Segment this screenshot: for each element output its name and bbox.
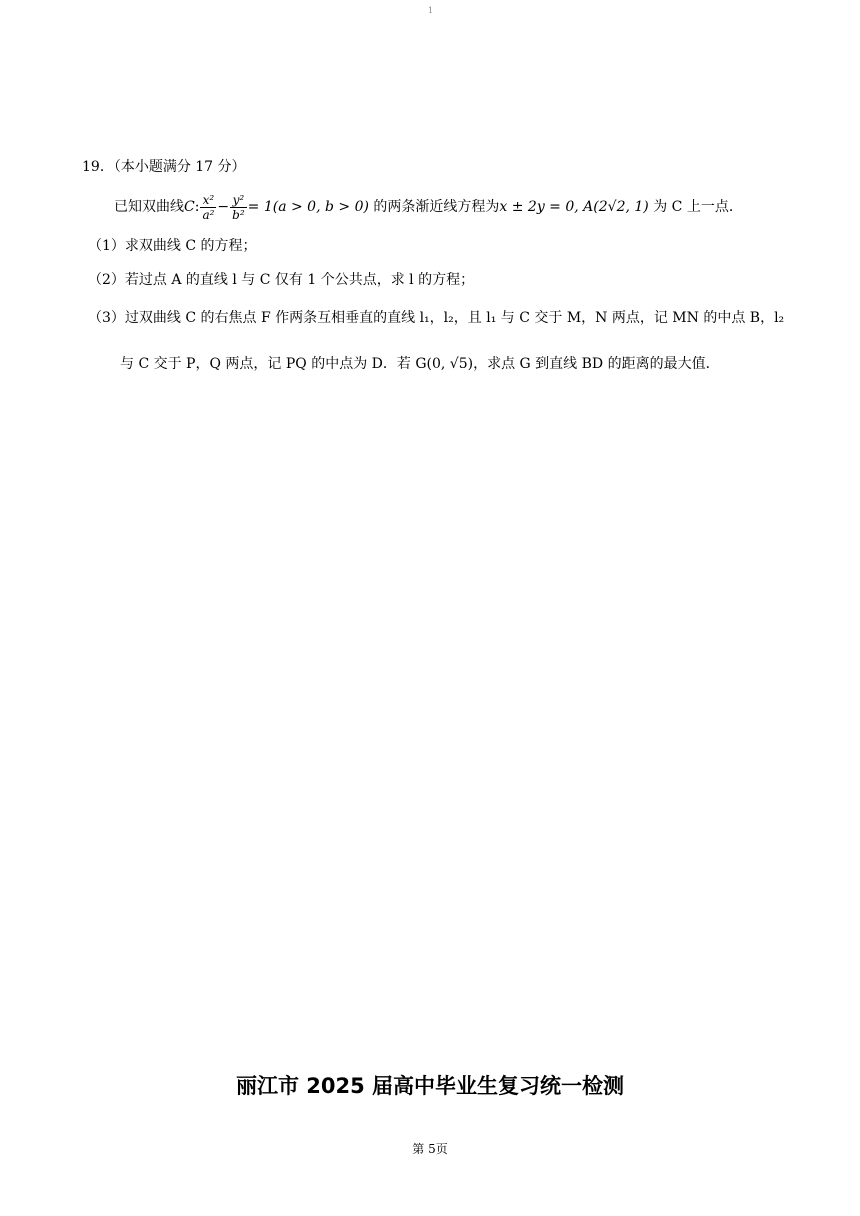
- eq-minus: −: [217, 199, 230, 215]
- exam-title: 丽江市 2025 届高中毕业生复习统一检测: [235, 1074, 625, 1098]
- fraction-x: [200, 193, 216, 222]
- given-suffix: 为 C 上一点．: [653, 199, 743, 215]
- frac-x-den: a²: [202, 207, 215, 222]
- part-2: （2）若过点 A 的直线 l 与 C 仅有 1 个公共点，求 l 的方程；: [88, 272, 475, 288]
- page-footer: 第 5页: [412, 1142, 448, 1156]
- part-3-line-1: （3）过双曲线 C 的右焦点 F 作两条互相垂直的直线 l₁，l₂，且 l₁ 与 C 交于 M，N 两点，记 MN 的中点 B，l₂: [88, 310, 785, 326]
- problem-header: 19．（本小题满分 17 分）: [82, 159, 246, 175]
- curve-name: C: [184, 199, 195, 215]
- given-statement: 已知双曲线C: $\frac{\text{x²}}{\text{a²}}$ − $\frac{\text{y²}}{\text{b²}}$ = 1(a > 0, b > 0) 的两条渐近线方程为x ± 2y = 0, A(2√2, 1) 为 C 上一点．: [114, 192, 743, 222]
- given-prefix: 已知双曲线: [114, 199, 184, 215]
- frac-y-den: b²: [232, 207, 245, 222]
- part-3-line-2: 与 C 交于 P，Q 两点，记 PQ 的中点为 D．若 G(0, √5)，求点 G 到直线 BD 的距离的最大值．: [120, 356, 720, 372]
- part-1: （1）求双曲线 C 的方程；: [88, 238, 257, 254]
- frac-y-num: y²: [230, 193, 247, 208]
- page-marker: 1: [428, 6, 434, 15]
- given-mid: 的两条渐近线方程为: [373, 199, 500, 215]
- fraction-y: [230, 193, 247, 222]
- asymptote-eq: x ± 2y = 0, A(2√2, 1): [499, 199, 649, 215]
- eq-rest: = 1(a > 0, b > 0): [247, 199, 369, 215]
- frac-x-num: x²: [200, 193, 216, 208]
